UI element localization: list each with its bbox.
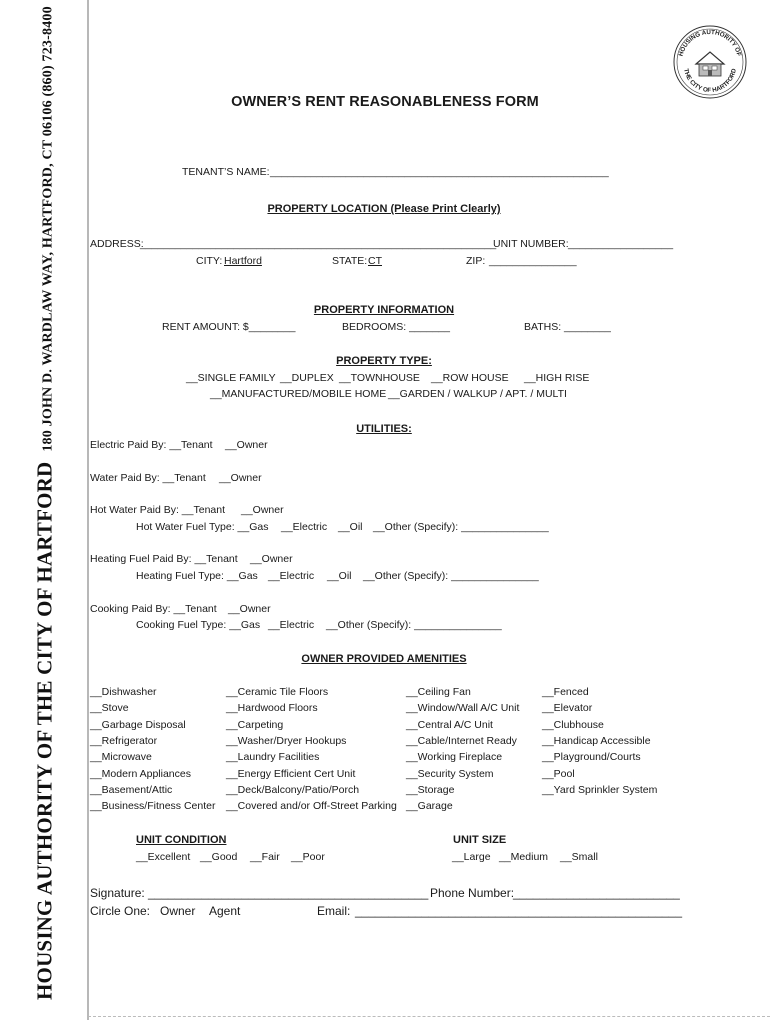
cooking-fuel-electric[interactable]: __Electric — [268, 619, 315, 631]
amenity-microwave[interactable]: __Microwave — [90, 751, 152, 763]
amenity-carpeting[interactable]: __Carpeting — [226, 719, 284, 731]
amenity-handicap[interactable]: __Handicap Accessible — [542, 735, 651, 747]
electric-paid-owner[interactable]: __Owner — [225, 439, 268, 451]
zip-label: ZIP: — [466, 255, 486, 267]
water-paid-tenant[interactable]: Water Paid By: __Tenant — [90, 472, 206, 484]
amenity-elevator[interactable]: __Elevator — [542, 702, 593, 714]
address-label: ADDRESS: — [90, 238, 144, 250]
size-large[interactable]: __Large — [452, 851, 491, 863]
unit-condition-heading: UNIT CONDITION — [136, 834, 227, 846]
amenity-ceramic-tile[interactable]: __Ceramic Tile Floors — [226, 686, 329, 698]
amenity-fireplace[interactable]: __Working Fireplace — [406, 751, 503, 763]
heating-fuel-gas[interactable]: Heating Fuel Type: __Gas — [136, 570, 258, 582]
size-medium[interactable]: __Medium — [499, 851, 549, 863]
zip-field[interactable]: _______________ — [489, 255, 577, 267]
amenity-ceiling-fan[interactable]: __Ceiling Fan — [406, 686, 471, 698]
circle-owner-option[interactable]: Owner — [160, 904, 196, 918]
amenities-heading: OWNER PROVIDED AMENITIES — [301, 653, 467, 665]
sidebar-border — [87, 0, 89, 1020]
cooking-fuel-gas[interactable]: Cooking Fuel Type: __Gas — [136, 619, 261, 631]
amenity-parking[interactable]: __Covered and/or Off-Street Parking — [226, 800, 397, 812]
electric-paid-tenant[interactable]: Electric Paid By: __Tenant — [90, 439, 213, 451]
state-value: CT — [368, 255, 382, 267]
seal-top-text: HOUSING AUTHORITY OF — [677, 28, 743, 58]
type-row-house[interactable]: __ROW HOUSE — [431, 372, 509, 384]
baths-field[interactable]: BATHS: ________ — [524, 321, 611, 333]
hot-water-paid-tenant[interactable]: Hot Water Paid By: __Tenant — [90, 504, 226, 516]
unit-number-label: UNIT NUMBER: — [493, 238, 569, 250]
amenity-security-system[interactable]: __Security System — [406, 768, 494, 780]
hot-water-fuel-electric[interactable]: __Electric — [281, 521, 328, 533]
amenity-playground[interactable]: __Playground/Courts — [542, 751, 641, 763]
svg-text:HOUSING AUTHORITY OF — [678, 29, 743, 57]
cooking-fuel-other[interactable]: __Other (Specify): _______________ — [326, 619, 502, 631]
amenity-cable-internet[interactable]: __Cable/Internet Ready — [406, 735, 517, 747]
amenity-dishwasher[interactable]: __Dishwasher — [90, 686, 157, 698]
sidebar-organization: HOUSING AUTHORITY OF THE CITY OF HARTFORD — [32, 461, 57, 1000]
utilities-heading: UTILITIES: — [356, 423, 412, 435]
email-label: Email: — [317, 904, 351, 918]
property-information-heading: PROPERTY INFORMATION — [313, 304, 455, 316]
type-townhouse[interactable]: __TOWNHOUSE — [339, 372, 420, 384]
amenity-washer-dryer[interactable]: __Washer/Dryer Hookups — [226, 735, 347, 747]
amenity-clubhouse[interactable]: __Clubhouse — [542, 719, 604, 731]
condition-poor[interactable]: __Poor — [291, 851, 325, 863]
type-duplex[interactable]: __DUPLEX — [280, 372, 334, 384]
unit-size-heading: UNIT SIZE — [453, 834, 507, 846]
condition-excellent[interactable]: __Excellent — [136, 851, 191, 863]
heating-paid-owner[interactable]: __Owner — [250, 553, 293, 565]
cooking-paid-owner[interactable]: __Owner — [228, 603, 271, 615]
amenity-modern-appliances[interactable]: __Modern Appliances — [90, 768, 191, 780]
housing-authority-seal — [672, 24, 748, 100]
amenity-garbage-disposal[interactable]: __Garbage Disposal — [90, 719, 186, 731]
amenity-hardwood-floors[interactable]: __Hardwood Floors — [226, 702, 318, 714]
amenity-pool[interactable]: __Pool — [542, 768, 575, 780]
heating-fuel-oil[interactable]: __Oil — [327, 570, 352, 582]
address-field[interactable]: _____________________________________________________________ — [140, 238, 497, 250]
bottom-rule — [88, 1016, 770, 1019]
rent-amount-field[interactable]: RENT AMOUNT: $________ — [162, 321, 296, 333]
amenity-business-fitness[interactable]: __Business/Fitness Center — [90, 800, 216, 812]
circle-agent-option[interactable]: Agent — [209, 904, 241, 918]
seal-house-icon — [696, 52, 724, 76]
city-value: Hartford — [224, 255, 262, 267]
signature-label: Signature: — [90, 886, 145, 900]
hot-water-fuel-gas[interactable]: Hot Water Fuel Type: __Gas — [136, 521, 269, 533]
sidebar-address: 180 JOHN D. WARDLAW WAY, HARTFORD, CT 06106 (860) 723-8400 — [40, 6, 56, 452]
amenity-stove[interactable]: __Stove — [90, 702, 129, 714]
amenity-storage[interactable]: __Storage — [406, 784, 455, 796]
property-location-heading: PROPERTY LOCATION (Please Print Clearly) — [267, 203, 501, 215]
amenity-deck-balcony[interactable]: __Deck/Balcony/Patio/Porch — [226, 784, 360, 796]
amenity-basement-attic[interactable]: __Basement/Attic — [90, 784, 173, 796]
property-type-heading: PROPERTY TYPE: — [336, 355, 432, 367]
cooking-paid-tenant[interactable]: Cooking Paid By: __Tenant — [90, 603, 217, 615]
amenity-sprinkler[interactable]: __Yard Sprinkler System — [542, 784, 658, 796]
unit-number-field[interactable]: __________________ — [568, 238, 674, 250]
bedrooms-field[interactable]: BEDROOMS: _______ — [342, 321, 450, 333]
amenity-central-ac[interactable]: __Central A/C Unit — [406, 719, 493, 731]
sidebar — [0, 0, 88, 1024]
state-label: STATE: — [332, 255, 368, 267]
tenant-name-field[interactable]: __________________________________________________________ — [270, 166, 609, 178]
type-garden-walkup[interactable]: __GARDEN / WALKUP / APT. / MULTI — [388, 388, 567, 400]
type-single-family[interactable]: __SINGLE FAMILY — [186, 372, 276, 384]
amenity-garage[interactable]: __Garage — [406, 800, 453, 812]
sidebar-text — [32, 6, 58, 1000]
condition-good[interactable]: __Good — [200, 851, 238, 863]
tenant-name-label: TENANT’S NAME: — [182, 166, 270, 178]
signature-field[interactable]: __________________________________________ — [148, 886, 429, 900]
hot-water-fuel-other[interactable]: __Other (Specify): _______________ — [373, 521, 549, 533]
water-paid-owner[interactable]: __Owner — [219, 472, 262, 484]
size-small[interactable]: __Small — [560, 851, 598, 863]
amenity-refrigerator[interactable]: __Refrigerator — [90, 735, 158, 747]
amenity-laundry[interactable]: __Laundry Facilities — [226, 751, 320, 763]
hot-water-paid-owner[interactable]: __Owner — [241, 504, 284, 516]
seal-bottom-text: THE CITY OF HARTFORD — [682, 68, 738, 95]
phone-number-field[interactable]: _________________________ — [513, 886, 680, 900]
heating-paid-tenant[interactable]: Heating Fuel Paid By: __Tenant — [90, 553, 238, 565]
heating-fuel-electric[interactable]: __Electric — [268, 570, 315, 582]
heating-fuel-other[interactable]: __Other (Specify): _______________ — [363, 570, 539, 582]
hot-water-fuel-oil[interactable]: __Oil — [338, 521, 363, 533]
city-label: CITY: — [196, 255, 223, 267]
type-high-rise[interactable]: __HIGH RISE — [524, 372, 590, 384]
amenity-window-ac[interactable]: __Window/Wall A/C Unit — [406, 702, 520, 714]
amenity-fenced[interactable]: __Fenced — [542, 686, 589, 698]
form-title: OWNER’S RENT REASONABLENESS FORM — [231, 94, 539, 110]
type-manufactured-mobile[interactable]: __MANUFACTURED/MOBILE HOME — [210, 388, 387, 400]
phone-number-label: Phone Number: — [430, 886, 515, 900]
amenity-energy-efficient[interactable]: __Energy Efficient Cert Unit — [226, 768, 356, 780]
email-field[interactable]: _________________________________________________ — [355, 904, 683, 918]
circle-one-label: Circle One: — [90, 904, 151, 918]
condition-fair[interactable]: __Fair — [250, 851, 280, 863]
